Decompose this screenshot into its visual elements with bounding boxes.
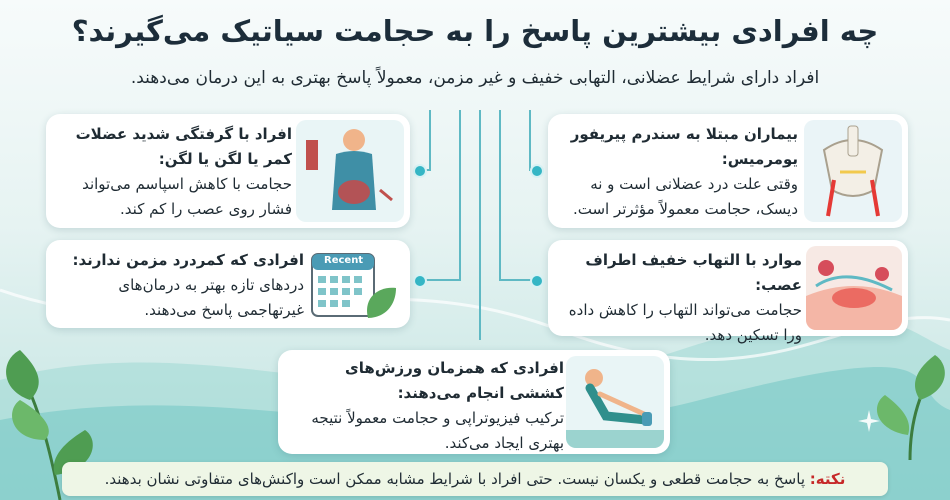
pelvis-icon [804,120,902,222]
stretching-illustration [566,356,664,448]
card-inflammation [548,240,908,344]
note-label: نکته: [809,470,846,488]
card-stretching-text [288,356,564,456]
card-muscle-spasm [46,114,410,228]
card-piriformis-body: وقتی علت درد عضلانی است و نه دیسک، حجامت معمولاً مؤثرتر است. [572,175,798,218]
card-muscle-body: حجامت با کاهش اسپاسم می‌تواند فشار روی عصب را کم کند. [82,175,292,218]
connector-dot [530,164,544,178]
card-recent-pain [46,240,410,328]
connector-dot [413,274,427,288]
sparkle-icon [858,410,880,432]
connector-dot [530,274,544,288]
card-inflammation-body: حجامت می‌تواند التهاب را کاهش داده ورا تسکین دهد. [568,301,802,344]
virus-icon [806,246,902,330]
page-title: چه افرادی بیشترین پاسخ را به حجامت سیاتیک می‌گیرند؟ [71,14,879,48]
connector-lines [400,100,560,360]
card-muscle-title: افراد با گرفتگی شدید عضلات کمر یا لگن یا لگن: [75,125,292,168]
card-stretching-title: افرادی که همزمان ورزش‌های کششی انجام می‌دهند: [345,359,564,402]
card-muscle-text [56,122,292,222]
card-piriformis-text [558,122,798,222]
calendar-label: Recent [324,255,364,266]
card-inflammation-text [558,248,802,348]
card-piriformis [548,114,908,228]
card-stretching [278,350,670,454]
page-subtitle: افراد دارای شرایط عضلانی، التهابی خفیف و غیر مزمن، معمولاً پاسخ بهتری به این درمان می‌دهند. [130,68,820,88]
card-inflammation-title: موارد با التهاب خفیف اطراف عصب: [585,251,802,294]
note-text: پاسخ به حجامت قطعی و یکسان نیست. حتی افراد با شرایط مشابه ممکن است واکنش‌های متفاوتی نشان بدهند. [104,470,805,488]
note-bar [62,462,888,496]
stretching-person-icon [566,356,664,448]
inflammation-illustration [806,246,902,330]
card-stretching-body: ترکیب فیزیوتراپی و حجامت معمولاً نتیجه بهتری ایجاد می‌کند. [311,409,564,452]
card-recent-title: افرادی که کمردرد مزمن ندارند: [72,251,304,269]
card-recent-text [56,248,304,323]
calendar-illustration [308,248,400,322]
card-piriformis-title: بیماران مبتلا به سندرم پیریفور یومرمیس: [570,125,798,168]
pelvis-illustration [804,120,902,222]
back-pain-icon [296,120,404,222]
card-recent-body: دردهای تازه بهتر به درمان‌های غیرتهاجمی پاسخ می‌دهند. [118,276,304,319]
connector-dot [413,164,427,178]
leaf-right-icon [850,340,950,460]
back-pain-illustration [296,120,404,222]
